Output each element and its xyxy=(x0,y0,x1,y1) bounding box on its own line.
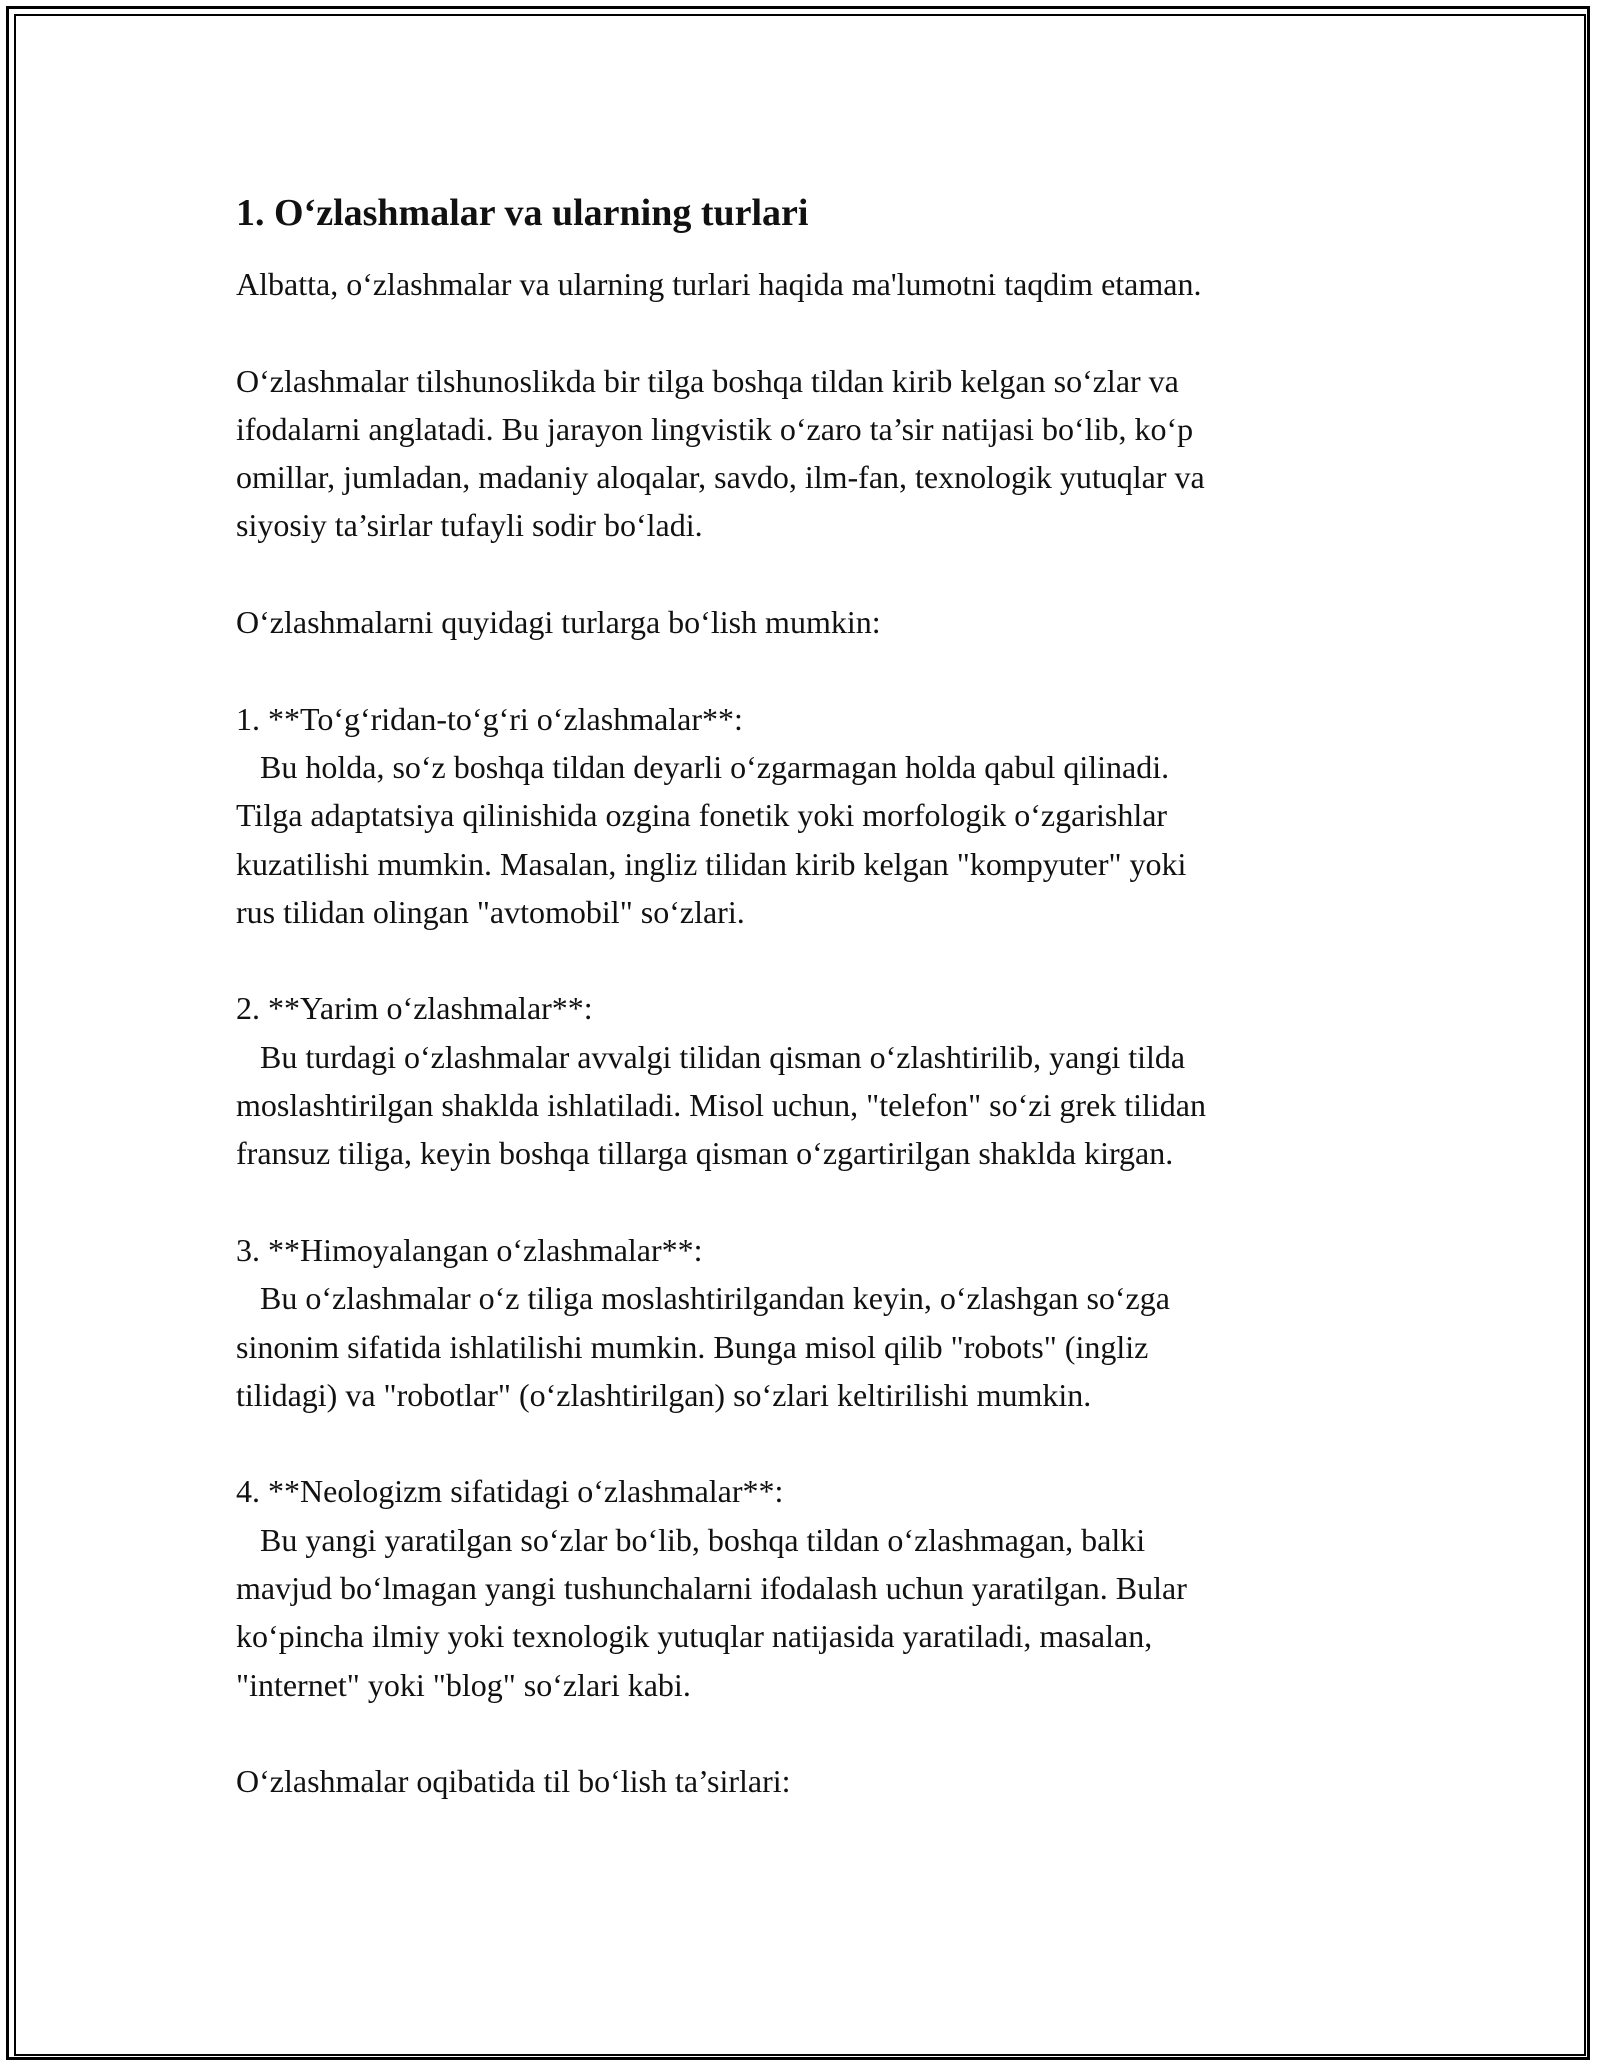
text-line: fransuz tiliga, keyin boshqa tillarga qisman o‘zgartirilgan shaklda kirgan. xyxy=(236,1135,1174,1172)
text-line: Tilga adaptatsiya qilinishida ozgina fonetik yoki morfologik o‘zgarishlar xyxy=(236,797,1168,834)
text-line: O‘zlashmalar oqibatida til bo‘lish ta’sirlari: xyxy=(236,1763,791,1800)
intro-paragraph xyxy=(236,260,1386,308)
text-line: tilidagi) va "robotlar" (o‘zlashtirilgan) so‘zlari keltirilishi mumkin. xyxy=(236,1376,1092,1413)
text-line: kuzatilishi mumkin. Masalan, ingliz tilidan kirib kelgan "kompyuter" yoki xyxy=(236,845,1187,882)
document-body xyxy=(236,188,1386,1806)
text-line: "internet" yoki "blog" so‘zlari kabi. xyxy=(236,1666,691,1703)
text-line: O‘zlashmalarni quyidagi turlarga bo‘lish mumkin: xyxy=(236,604,881,641)
text-line: rus tilidan olingan "avtomobil" so‘zlari. xyxy=(236,893,745,930)
effects-intro-paragraph xyxy=(236,1757,1386,1805)
type-2-paragraph xyxy=(236,984,1386,1177)
text-line: Bu o‘zlashmalar o‘z tiliga moslashtirilgandan keyin, o‘zlashgan so‘zga xyxy=(236,1280,1170,1317)
text-line: sinonim sifatida ishlatilishi mumkin. Bunga misol qilib "robots" (ingliz xyxy=(236,1328,1149,1365)
text-line: moslashtirilgan shaklda ishlatiladi. Misol uchun, "telefon" so‘zi grek tilidan xyxy=(236,1087,1206,1124)
type-4-paragraph xyxy=(236,1467,1386,1708)
text-line: Albatta, o‘zlashmalar va ularning turlari haqida ma'lumotni taqdim etaman. xyxy=(236,266,1202,302)
types-intro-paragraph xyxy=(236,598,1386,646)
type-3-paragraph xyxy=(236,1226,1386,1419)
text-line: Bu turdagi o‘zlashmalar avvalgi tilidan qisman o‘zlashtirilib, yangi tilda xyxy=(236,1038,1186,1075)
document-title: 1. O‘zlashmalar va ularning turlari xyxy=(236,192,809,234)
list-item-heading: 1. **To‘g‘ridan-to‘g‘ri o‘zlashmalar**: xyxy=(236,700,743,737)
text-line: ko‘pincha ilmiy yoki texnologik yutuqlar natijasida yaratiladi, masalan, xyxy=(236,1618,1153,1655)
definition-paragraph xyxy=(236,357,1386,550)
text-line: omillar, jumladan, madaniy aloqalar, savdo, ilm-fan, texnologik yutuqlar va xyxy=(236,459,1205,496)
text-line: Bu holda, so‘z boshqa tildan deyarli o‘zgarmagan holda qabul qilinadi. xyxy=(236,748,1170,785)
text-line: mavjud bo‘lmagan yangi tushunchalarni ifodalash uchun yaratilgan. Bular xyxy=(236,1570,1187,1607)
type-1-paragraph xyxy=(236,695,1386,936)
text-line: siyosiy ta’sirlar tufayli sodir bo‘ladi. xyxy=(236,507,703,544)
text-line: ifodalarni anglatadi. Bu jarayon lingvistik o‘zaro ta’sir natijasi bo‘lib, ko‘p xyxy=(236,410,1194,447)
list-item-heading: 2. **Yarim o‘zlashmalar**: xyxy=(236,990,593,1027)
list-item-heading: 4. **Neologizm sifatidagi o‘zlashmalar**: xyxy=(236,1473,784,1510)
text-line: O‘zlashmalar tilshunoslikda bir tilga boshqa tildan kirib kelgan so‘zlar va xyxy=(236,362,1179,399)
list-item-heading: 3. **Himoyalangan o‘zlashmalar**: xyxy=(236,1231,703,1268)
text-line: Bu yangi yaratilgan so‘zlar bo‘lib, boshqa tildan o‘zlashmagan, balki xyxy=(236,1521,1146,1558)
